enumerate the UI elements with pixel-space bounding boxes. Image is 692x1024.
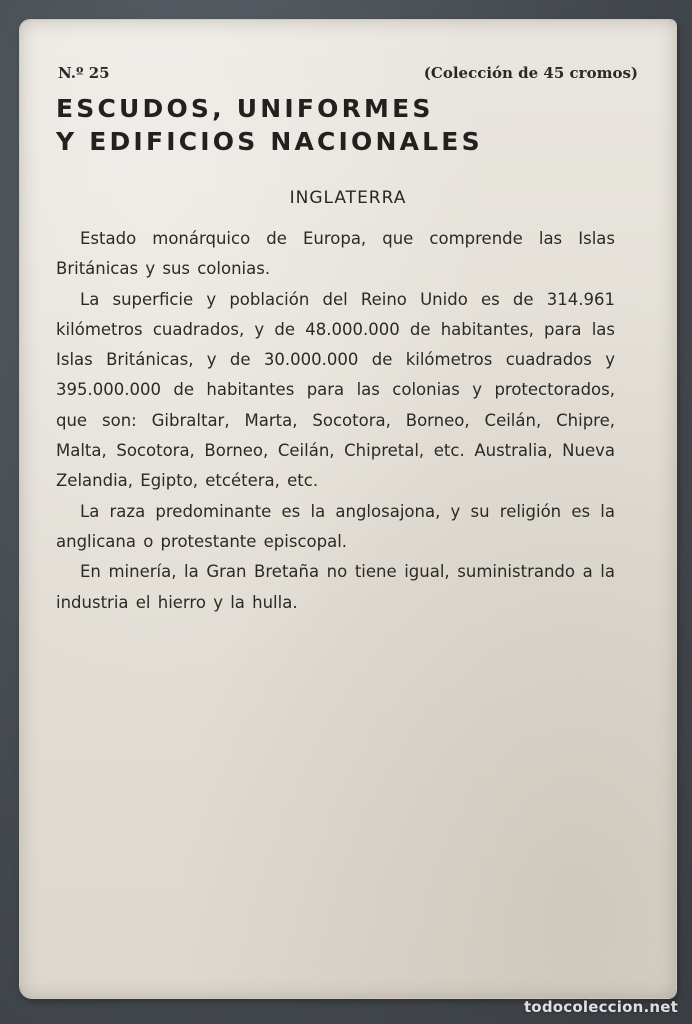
card-subtitle: INGLATERRA — [289, 188, 407, 208]
paragraph-3: La raza predominante es la anglosajona, y su religión es la anglicana o protestante episcopal. — [56, 501, 615, 551]
paragraph-4: En minería, la Gran Bretaña no tiene igual, suministrando a la industria el hierro y la hulla. — [56, 562, 615, 612]
card-header — [58, 62, 638, 84]
trading-card — [20, 20, 676, 998]
title-line-2: Y EDIFICIOS NACIONALES — [56, 127, 483, 156]
card-body — [56, 224, 615, 618]
paragraph-2: La superficie y población del Reino Unido es de 314.961 kilómetros cuadrados, y de 48.000.000 de habitantes, para las Islas Británicas, y de 30.000.000 de kilómetros cuadrados y 395.000.000 de habitantes para las colonias y protectorados, que son: Gibraltar, Marta, Socotora, Borneo, Ceilán, Chipre, Malta, Socotora, Borneo, Ceilán, Chipretal, etc. Australia, Nueva Zelandia, Egipto, etcétera, etc. — [56, 289, 615, 491]
card-number: N.º 25 — [58, 64, 110, 82]
title-line-1: ESCUDOS, UNIFORMES — [56, 94, 434, 123]
watermark-logo: todocoleccion.net — [523, 998, 678, 1016]
paragraph-1: Estado monárquico de Europa, que comprende las Islas Británicas y sus colonias. — [56, 229, 615, 279]
collection-note: (Colección de 45 cromos) — [423, 64, 638, 82]
card-title — [56, 92, 636, 158]
